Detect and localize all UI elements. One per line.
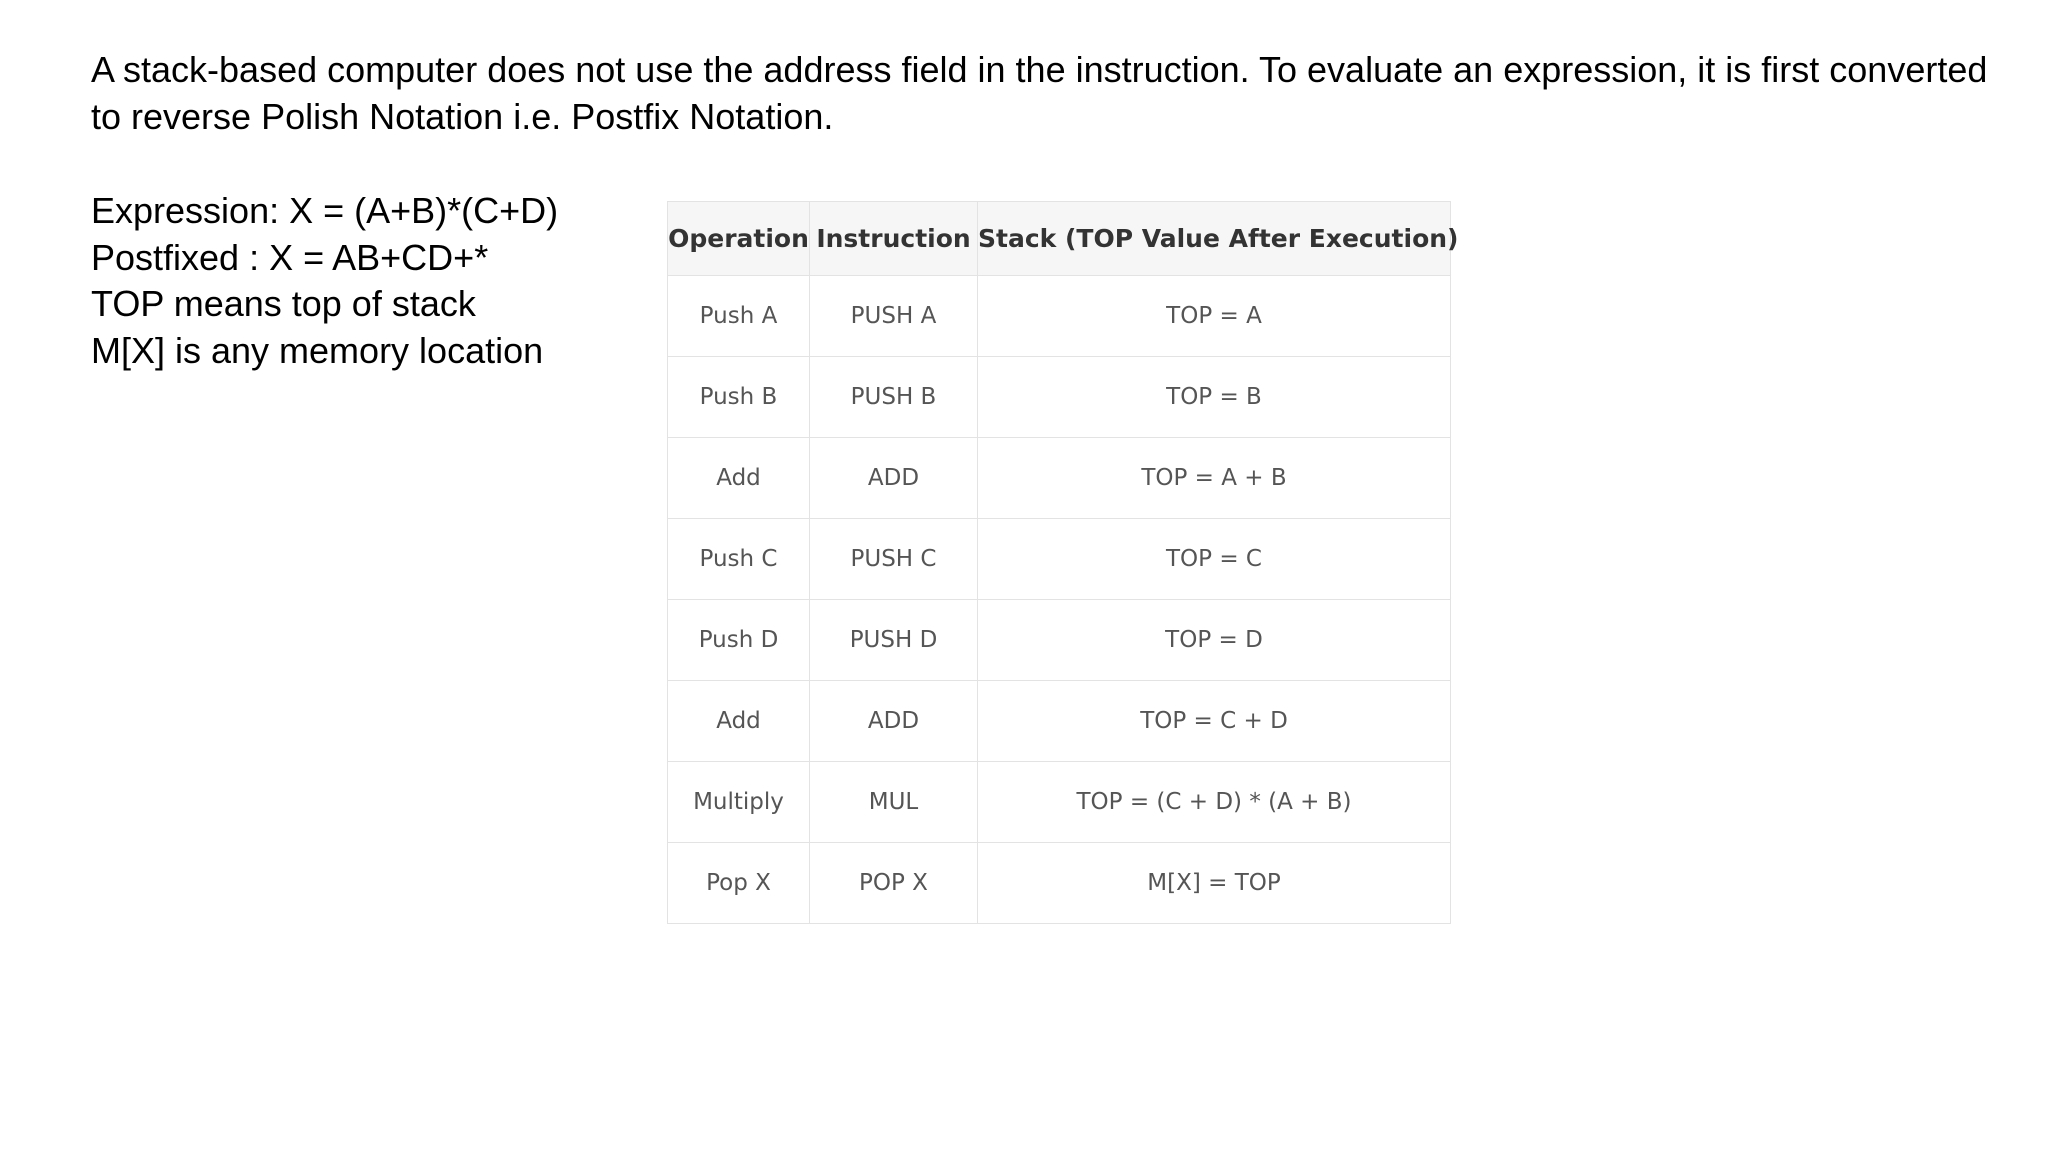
cell-stack: TOP = D: [978, 600, 1451, 681]
table-row: [668, 600, 1451, 681]
table-row: [668, 519, 1451, 600]
cell-instruction: PUSH C: [810, 519, 978, 600]
cell-stack: TOP = A: [978, 276, 1451, 357]
cell-operation: Push C: [668, 519, 810, 600]
cell-stack: TOP = A + B: [978, 438, 1451, 519]
cell-stack: TOP = C + D: [978, 681, 1451, 762]
cell-operation: Multiply: [668, 762, 810, 843]
cell-instruction: ADD: [810, 438, 978, 519]
table-row: [668, 438, 1451, 519]
table-row: [668, 357, 1451, 438]
cell-operation: Add: [668, 681, 810, 762]
cell-operation: Push B: [668, 357, 810, 438]
postfix-line: Postfixed : X = AB+CD+*: [91, 236, 489, 278]
cell-instruction: MUL: [810, 762, 978, 843]
cell-stack: TOP = (C + D) * (A + B): [978, 762, 1451, 843]
table-row: [668, 276, 1451, 357]
cell-stack: TOP = C: [978, 519, 1451, 600]
header-operation: Operation: [668, 202, 810, 276]
cell-operation: Pop X: [668, 843, 810, 924]
table-header-row: [668, 202, 1451, 276]
stack-operations-table: [667, 201, 1459, 924]
cell-stack: M[X] = TOP: [978, 843, 1451, 924]
table-row: [668, 762, 1451, 843]
top-definition-line: TOP means top of stack: [91, 283, 476, 324]
intro-paragraph: [91, 46, 1991, 140]
cell-instruction: POP X: [810, 843, 978, 924]
cell-instruction: PUSH B: [810, 357, 978, 438]
cell-instruction: PUSH A: [810, 276, 978, 357]
cell-instruction: ADD: [810, 681, 978, 762]
cell-operation: Push A: [668, 276, 810, 357]
stack-operations-table-wrapper: [667, 201, 1459, 924]
table-row: [668, 843, 1451, 924]
expression-line: Expression: X = (A+B)*(C+D): [91, 190, 559, 231]
cell-operation: Add: [668, 438, 810, 519]
memory-definition-line: M[X] is any memory location: [91, 329, 544, 371]
table-row: [668, 681, 1451, 762]
cell-stack: TOP = B: [978, 357, 1451, 438]
cell-instruction: PUSH D: [810, 600, 978, 681]
expression-notes: [91, 188, 558, 374]
header-instruction: Instruction: [810, 202, 978, 276]
header-stack-top: Stack (TOP Value After Execution): [978, 202, 1451, 276]
cell-operation: Push D: [668, 600, 810, 681]
intro-line-1: A stack-based computer does not use the address field in the instruction. To evaluate an expression, it is first converted: [91, 49, 1988, 90]
intro-line-2: to reverse Polish Notation i.e. Postfix Notation.: [91, 96, 834, 137]
